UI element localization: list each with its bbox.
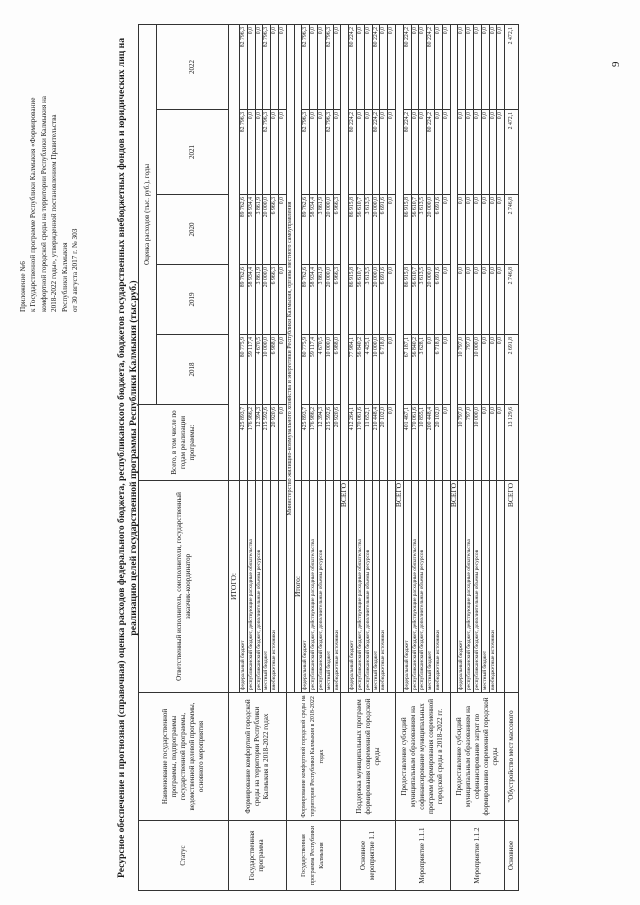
value-cell: 0,0 bbox=[388, 110, 396, 195]
value-cell: 797,0 bbox=[466, 335, 474, 405]
value-cell: 80 224,2 bbox=[427, 24, 435, 109]
responsible-span: Министерство жилищно-коммунального хозяйства и энергетики Республики Калмыкия, органы местного самоуправления bbox=[286, 24, 294, 692]
value-cell: 0,0 bbox=[442, 265, 450, 335]
status-cell: Государственная программа bbox=[229, 821, 287, 891]
value-cell: 6 718,8 bbox=[380, 335, 388, 405]
source-label bbox=[497, 481, 505, 693]
value-cell: 0,0 bbox=[458, 110, 466, 195]
value-cell: 80 224,2 bbox=[403, 110, 411, 195]
value-cell: 797,0 bbox=[466, 405, 474, 481]
total-label: ВСЕГО bbox=[341, 481, 349, 693]
value-cell: 0,0 bbox=[466, 195, 474, 265]
value-cell: 82 796,3 bbox=[302, 110, 310, 195]
value-cell: 20 920,6 bbox=[271, 405, 279, 481]
value-cell: 80 224,2 bbox=[349, 110, 357, 195]
value-cell: 0,0 bbox=[388, 24, 396, 109]
value-cell: 20 000,0 bbox=[427, 265, 435, 335]
header-status: Статус bbox=[139, 821, 229, 891]
value-cell: 20 000,0 bbox=[325, 265, 333, 335]
value-cell: 0,0 bbox=[481, 110, 489, 195]
value-cell: 0,0 bbox=[458, 265, 466, 335]
value-cell: 0,0 bbox=[247, 110, 255, 195]
value-cell: 58 934,4 bbox=[247, 265, 255, 335]
source-label: местный бюджет bbox=[481, 481, 489, 693]
header-responsible: Ответственный исполнитель, соисполнители, государственный заказчик-координатор bbox=[139, 481, 229, 693]
value-cell: 0,0 bbox=[255, 110, 263, 195]
value-cell: 86 915,8 bbox=[403, 265, 411, 335]
status-cell: Государственная программа Республики Калмыкия bbox=[286, 821, 341, 891]
value-cell: 2 472,1 bbox=[505, 24, 519, 109]
value-cell: 0,0 bbox=[442, 110, 450, 195]
value-cell: 0,0 bbox=[497, 335, 505, 405]
value-cell: 0,0 bbox=[481, 24, 489, 109]
value-cell: 0,0 bbox=[278, 405, 286, 481]
value-cell: 89 762,6 bbox=[302, 195, 310, 265]
rotated-content bbox=[8, 17, 632, 897]
value-cell: 3 613,5 bbox=[419, 195, 427, 265]
value-cell: 10 000,0 bbox=[473, 335, 481, 405]
value-cell: 82 796,3 bbox=[240, 110, 248, 195]
value-cell: 0,0 bbox=[458, 24, 466, 109]
value-cell: 4 670,5 bbox=[317, 335, 325, 405]
table-row bbox=[229, 24, 240, 890]
value-cell: 56 610,7 bbox=[411, 265, 419, 335]
value-cell: 82 796,3 bbox=[263, 110, 271, 195]
resource-table bbox=[138, 24, 519, 891]
source-label: федеральный бюджет bbox=[302, 481, 310, 693]
source-label: внебюджетные источники bbox=[434, 481, 442, 693]
value-cell: 0,0 bbox=[278, 110, 286, 195]
value-cell: 0,0 bbox=[458, 195, 466, 265]
value-cell: 200 448,4 bbox=[427, 405, 435, 481]
source-label: республиканский бюджет, дополнительные объемы ресурсов bbox=[255, 481, 263, 693]
value-cell: 0,0 bbox=[481, 265, 489, 335]
value-cell: 59 117,4 bbox=[247, 335, 255, 405]
header-year: 2021 bbox=[157, 110, 229, 195]
total-label: ИТОГО: bbox=[229, 481, 240, 693]
value-cell: 0,0 bbox=[333, 24, 341, 109]
value-cell: 10 000,0 bbox=[473, 405, 481, 481]
value-cell: 401 467,1 bbox=[403, 405, 411, 481]
value-cell: 0,0 bbox=[497, 195, 505, 265]
value-cell: 0,0 bbox=[497, 24, 505, 109]
value-cell: 4 425,1 bbox=[364, 335, 372, 405]
value-cell: 0,0 bbox=[247, 24, 255, 109]
value-cell: 0,0 bbox=[497, 110, 505, 195]
source-label: республиканский бюджет, действующие расходные обязательства bbox=[310, 481, 318, 693]
blank-cell bbox=[450, 24, 458, 480]
total-label: ВСЕГО bbox=[450, 481, 458, 693]
value-cell: 0,0 bbox=[271, 24, 279, 109]
source-label: местный бюджет bbox=[372, 481, 380, 693]
blank-cell bbox=[229, 24, 240, 480]
value-cell: 210 448,4 bbox=[372, 405, 380, 481]
name-cell: Предоставление субсидий муниципальным образованиям на софинансирование муниципальных программ формирования современной городской среды в 2018-2022 гг. bbox=[395, 693, 450, 821]
source-label: внебюджетные источники bbox=[489, 481, 497, 693]
source-label: федеральный бюджет bbox=[349, 481, 357, 693]
value-cell: 0,0 bbox=[473, 265, 481, 335]
header-estimate: Оценка расходов (тыс. руб.), годы bbox=[139, 24, 157, 404]
value-cell: 86 915,8 bbox=[403, 195, 411, 265]
value-cell: 82 796,3 bbox=[263, 24, 271, 109]
value-cell: 170 061,6 bbox=[356, 405, 364, 481]
source-label: республиканский бюджет, действующие расходные обязательства bbox=[466, 481, 474, 693]
value-cell: 0,0 bbox=[388, 335, 396, 405]
value-cell: 3 861,9 bbox=[317, 265, 325, 335]
value-cell: 0,0 bbox=[489, 110, 497, 195]
value-cell: 59 117,4 bbox=[310, 335, 318, 405]
source-label bbox=[388, 481, 396, 693]
source-label: республиканский бюджет, дополнительные объемы ресурсов bbox=[419, 481, 427, 693]
source-label: республиканский бюджет, действующие расходные обязательства bbox=[356, 481, 364, 693]
source-label: федеральный бюджет bbox=[403, 481, 411, 693]
value-cell: 0,0 bbox=[473, 110, 481, 195]
value-cell: 89 762,6 bbox=[302, 265, 310, 335]
value-cell: 0,0 bbox=[388, 195, 396, 265]
value-cell: 3 613,5 bbox=[364, 265, 372, 335]
value-cell: 170 061,6 bbox=[411, 405, 419, 481]
value-cell: 12 394,3 bbox=[317, 405, 325, 481]
value-cell: 0,0 bbox=[411, 24, 419, 109]
value-cell: 82 796,3 bbox=[325, 110, 333, 195]
value-cell: 0,0 bbox=[278, 265, 286, 335]
name-cell: "Обустройство мест массового bbox=[505, 693, 519, 821]
appendix-line: Республики Калмыкия bbox=[60, 242, 69, 312]
value-cell: 67 187,1 bbox=[403, 335, 411, 405]
value-cell: 425 893,7 bbox=[302, 405, 310, 481]
value-cell: 10 855,1 bbox=[419, 405, 427, 481]
value-cell: 6 718,8 bbox=[434, 335, 442, 405]
value-cell: 0,0 bbox=[255, 24, 263, 109]
value-cell: 10 000,0 bbox=[372, 335, 380, 405]
value-cell: 0,0 bbox=[473, 24, 481, 109]
value-cell: 0,0 bbox=[481, 195, 489, 265]
value-cell: 3 613,5 bbox=[364, 195, 372, 265]
header-row bbox=[139, 24, 157, 890]
value-cell: 6 966,3 bbox=[333, 265, 341, 335]
value-cell: 89 762,6 bbox=[240, 195, 248, 265]
value-cell: 215 592,6 bbox=[263, 405, 271, 481]
appendix-line: 2018-2022 годы», утвержденной постановлением Правительства bbox=[50, 114, 59, 312]
source-label: республиканский бюджет, действующие расходные обязательства bbox=[411, 481, 419, 693]
value-cell: 3 628,1 bbox=[419, 335, 427, 405]
value-cell: 20 102,0 bbox=[380, 405, 388, 481]
status-cell: Мероприятие 1.1.1 bbox=[395, 821, 450, 891]
total-label: Итого: bbox=[294, 481, 302, 693]
value-cell: 20 000,0 bbox=[263, 195, 271, 265]
header-name: Наименование государственной программы, подпрограммы государственной программы, ведомственной целевой программы, основного мероприятия bbox=[139, 693, 229, 821]
source-label: республиканский бюджет, дополнительные объемы ресурсов bbox=[317, 481, 325, 693]
value-cell: 10 797,0 bbox=[458, 405, 466, 481]
value-cell: 3 861,9 bbox=[317, 195, 325, 265]
value-cell: 20 000,0 bbox=[427, 195, 435, 265]
value-cell: 0,0 bbox=[278, 195, 286, 265]
value-cell: 0,0 bbox=[317, 24, 325, 109]
header-year: 2022 bbox=[157, 24, 229, 109]
value-cell: 176 986,2 bbox=[247, 405, 255, 481]
source-label: местный бюджет bbox=[263, 481, 271, 693]
value-cell: 0,0 bbox=[278, 335, 286, 405]
page-number: 9 bbox=[610, 61, 622, 67]
source-label: федеральный бюджет bbox=[458, 481, 466, 693]
total-label: ВСЕГО bbox=[505, 481, 519, 693]
value-cell: 0,0 bbox=[466, 265, 474, 335]
name-cell: Предоставление субсидий муниципальным образованиям на софинансирование затрат по формированию современной городской среды bbox=[450, 693, 505, 821]
value-cell: 0,0 bbox=[489, 24, 497, 109]
value-cell: 6 966,3 bbox=[271, 195, 279, 265]
header-total: Всего, в том числе по годам реализации программы: bbox=[139, 405, 229, 481]
value-cell: 80 775,9 bbox=[240, 335, 248, 405]
value-cell: 0,0 bbox=[356, 24, 364, 109]
blank-cell bbox=[341, 24, 349, 480]
value-cell: 56 840,2 bbox=[411, 335, 419, 405]
value-cell: 2 691,8 bbox=[505, 335, 519, 405]
value-cell: 20 102,0 bbox=[434, 405, 442, 481]
value-cell: 0,0 bbox=[473, 195, 481, 265]
value-cell: 10 797,0 bbox=[458, 335, 466, 405]
blank-cell bbox=[294, 24, 302, 480]
value-cell: 0,0 bbox=[356, 110, 364, 195]
value-cell: 80 224,2 bbox=[349, 24, 357, 109]
value-cell: 82 796,3 bbox=[325, 24, 333, 109]
value-cell: 58 934,4 bbox=[310, 195, 318, 265]
value-cell: 80 224,2 bbox=[403, 24, 411, 109]
value-cell: 0,0 bbox=[380, 110, 388, 195]
header-year: 2018 bbox=[157, 335, 229, 405]
value-cell: 412 264,1 bbox=[349, 405, 357, 481]
value-cell: 56 610,7 bbox=[356, 195, 364, 265]
value-cell: 58 934,4 bbox=[310, 265, 318, 335]
value-cell: 0,0 bbox=[419, 24, 427, 109]
value-cell: 0,0 bbox=[310, 24, 318, 109]
value-cell: 80 224,2 bbox=[372, 110, 380, 195]
value-cell: 77 984,1 bbox=[349, 335, 357, 405]
value-cell: 215 592,6 bbox=[325, 405, 333, 481]
value-cell: 13 129,6 bbox=[505, 405, 519, 481]
value-cell: 0,0 bbox=[489, 195, 497, 265]
value-cell: 0,0 bbox=[434, 24, 442, 109]
value-cell: 20 000,0 bbox=[372, 265, 380, 335]
value-cell: 86 915,8 bbox=[349, 195, 357, 265]
value-cell: 0,0 bbox=[466, 24, 474, 109]
appendix-note bbox=[18, 22, 80, 312]
value-cell: 6 988,0 bbox=[271, 335, 279, 405]
value-cell: 11 652,1 bbox=[364, 405, 372, 481]
source-label: местный бюджет bbox=[325, 481, 333, 693]
value-cell: 0,0 bbox=[442, 195, 450, 265]
value-cell: 0,0 bbox=[364, 110, 372, 195]
value-cell: 3 861,9 bbox=[255, 265, 263, 335]
value-cell: 0,0 bbox=[388, 405, 396, 481]
value-cell: 0,0 bbox=[442, 405, 450, 481]
value-cell: 6 691,6 bbox=[380, 265, 388, 335]
value-cell: 0,0 bbox=[364, 24, 372, 109]
source-label: федеральный бюджет bbox=[240, 481, 248, 693]
value-cell: 0,0 bbox=[434, 110, 442, 195]
value-cell: 176 986,2 bbox=[310, 405, 318, 481]
value-cell: 0,0 bbox=[427, 335, 435, 405]
value-cell: 20 000,0 bbox=[372, 195, 380, 265]
table-row bbox=[286, 24, 294, 890]
value-cell: 0,0 bbox=[380, 24, 388, 109]
value-cell: 80 775,9 bbox=[302, 335, 310, 405]
name-cell: Поддержка муниципальных программ формирования современной городской среды bbox=[341, 693, 396, 821]
source-label: республиканский бюджет, дополнительные объемы ресурсов bbox=[364, 481, 372, 693]
value-cell: 56 840,2 bbox=[356, 335, 364, 405]
header-year: 2019 bbox=[157, 265, 229, 335]
appendix-line: комфортной городской среды на территории Республики Калмыкия на bbox=[39, 96, 48, 312]
source-label: республиканский бюджет, действующие расходные обязательства bbox=[247, 481, 255, 693]
status-cell: Основное bbox=[505, 821, 519, 891]
value-cell: 0,0 bbox=[271, 110, 279, 195]
value-cell: 0,0 bbox=[310, 110, 318, 195]
value-cell: 56 610,7 bbox=[411, 195, 419, 265]
value-cell: 20 000,0 bbox=[263, 265, 271, 335]
value-cell: 80 224,2 bbox=[372, 24, 380, 109]
value-cell: 56 610,7 bbox=[356, 265, 364, 335]
value-cell: 2 746,8 bbox=[505, 195, 519, 265]
value-cell: 6 988,0 bbox=[333, 335, 341, 405]
value-cell: 0,0 bbox=[489, 335, 497, 405]
value-cell: 0,0 bbox=[466, 110, 474, 195]
value-cell: 2 746,8 bbox=[505, 265, 519, 335]
value-cell: 0,0 bbox=[317, 110, 325, 195]
value-cell: 0,0 bbox=[442, 24, 450, 109]
value-cell: 82 796,3 bbox=[302, 24, 310, 109]
source-label bbox=[278, 481, 286, 693]
value-cell: 10 000,0 bbox=[325, 335, 333, 405]
header-year: 2020 bbox=[157, 195, 229, 265]
appendix-line: Приложение №6 bbox=[19, 261, 27, 312]
value-cell: 0,0 bbox=[278, 24, 286, 109]
value-cell: 6 691,6 bbox=[434, 195, 442, 265]
value-cell: 89 762,6 bbox=[240, 265, 248, 335]
name-cell: Формирование комфортной городской среды на территории Республики Калмыкия в 2018-2022 годах bbox=[286, 693, 341, 821]
source-label bbox=[442, 481, 450, 693]
value-cell: 6 691,6 bbox=[434, 265, 442, 335]
value-cell: 82 796,3 bbox=[240, 24, 248, 109]
value-cell: 86 915,8 bbox=[349, 265, 357, 335]
source-label: внебюджетные источники bbox=[380, 481, 388, 693]
value-cell: 20 920,6 bbox=[333, 405, 341, 481]
value-cell: 0,0 bbox=[411, 110, 419, 195]
source-label: внебюджетные источники bbox=[333, 481, 341, 693]
total-label: ВСЕГО bbox=[395, 481, 403, 693]
blank-cell bbox=[395, 24, 403, 480]
document-title: Ресурсное обеспечение и прогнозная (справочная) оценка расходов федерального бюджета, республиканского бюджета, бюджетов государственных внебюджетных фондов и юридических лиц на реализацию целей государственной программы Республики Калмыкия (тыс.руб.) bbox=[116, 38, 139, 878]
value-cell: 4 670,5 bbox=[255, 335, 263, 405]
value-cell: 58 934,4 bbox=[247, 195, 255, 265]
table-row bbox=[450, 24, 458, 890]
value-cell: 80 224,2 bbox=[427, 110, 435, 195]
source-label: республиканский бюджет, дополнительные объемы ресурсов bbox=[473, 481, 481, 693]
table-row bbox=[505, 24, 519, 890]
status-cell: Мероприятие 1.1.2 bbox=[450, 821, 505, 891]
value-cell: 3 861,9 bbox=[255, 195, 263, 265]
appendix-line: от 30 августа 2017 г. № 303 bbox=[71, 228, 80, 312]
value-cell: 0,0 bbox=[419, 110, 427, 195]
value-cell: 0,0 bbox=[388, 265, 396, 335]
source-label: внебюджетные источники bbox=[271, 481, 279, 693]
value-cell: 12 394,3 bbox=[255, 405, 263, 481]
value-cell: 6 966,3 bbox=[271, 265, 279, 335]
value-cell: 425 893,7 bbox=[240, 405, 248, 481]
source-label: местный бюджет bbox=[427, 481, 435, 693]
value-cell: 2 472,1 bbox=[505, 110, 519, 195]
value-cell: 0,0 bbox=[497, 265, 505, 335]
value-cell: 0,0 bbox=[481, 335, 489, 405]
status-cell: Основное мероприятие 1.1 bbox=[341, 821, 396, 891]
value-cell: 0,0 bbox=[442, 335, 450, 405]
value-cell: 3 613,5 bbox=[419, 265, 427, 335]
value-cell: 0,0 bbox=[489, 265, 497, 335]
appendix-line: к Государственной программе Республики Калмыкия «Формирование bbox=[29, 97, 38, 312]
value-cell: 0,0 bbox=[497, 405, 505, 481]
value-cell: 0,0 bbox=[333, 110, 341, 195]
table-row bbox=[395, 24, 403, 890]
value-cell: 6 966,3 bbox=[333, 195, 341, 265]
table-row bbox=[341, 24, 349, 890]
value-cell: 10 000,0 bbox=[263, 335, 271, 405]
name-cell: Формирование комфортной городской среды на территории Республики Калмыкия в 2018-2022 годах bbox=[229, 693, 287, 821]
value-cell: 0,0 bbox=[489, 405, 497, 481]
value-cell: 0,0 bbox=[481, 405, 489, 481]
value-cell: 20 000,0 bbox=[325, 195, 333, 265]
value-cell: 6 691,6 bbox=[380, 195, 388, 265]
